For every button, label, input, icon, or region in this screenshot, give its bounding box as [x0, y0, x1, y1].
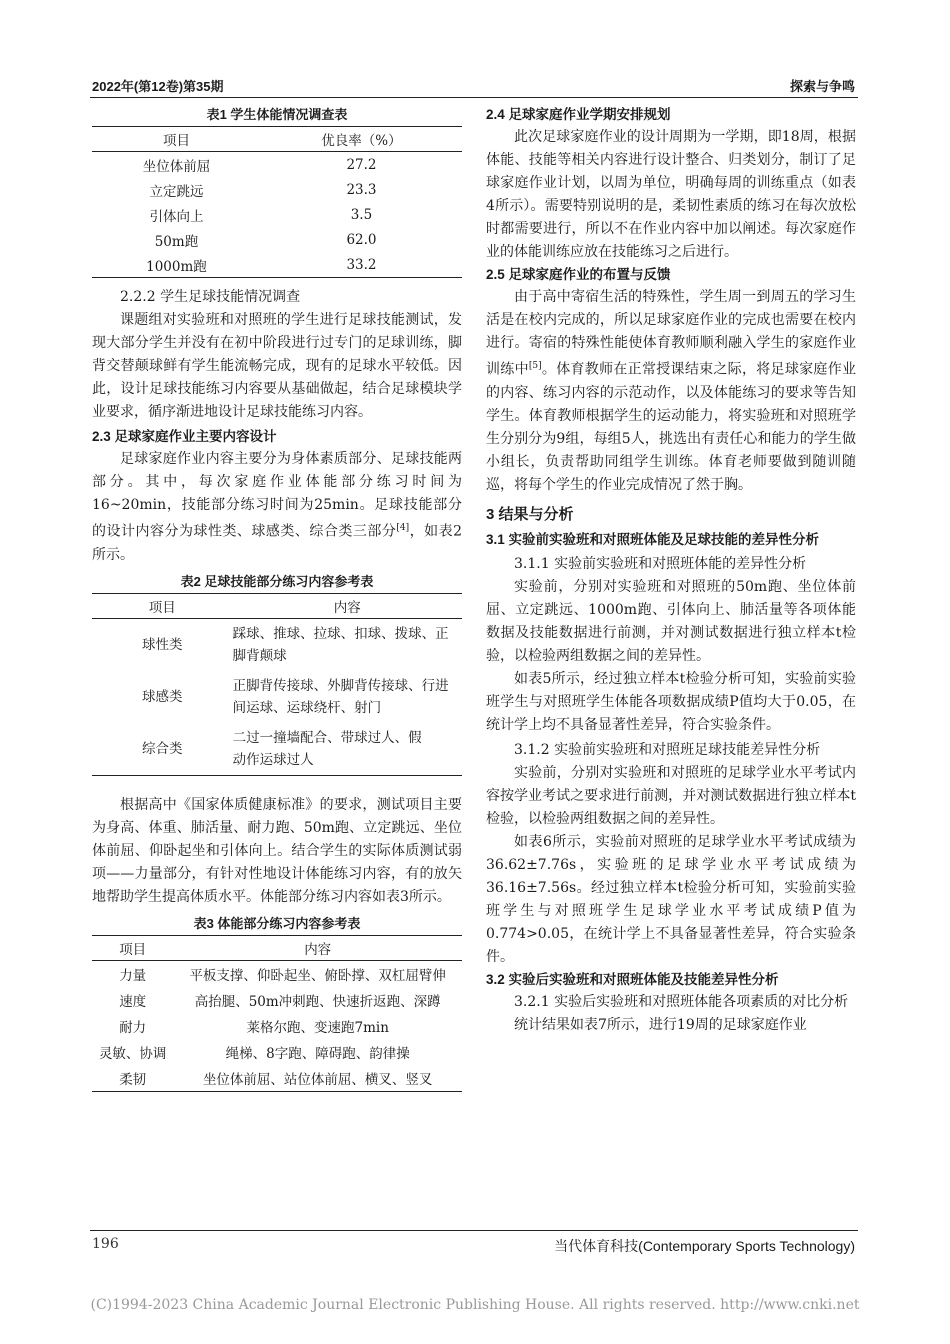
section-2-3-heading: 2.3 足球家庭作业主要内容设计 — [92, 429, 277, 444]
table2-cell: 二过一撞墙配合、带球过人、假动作运球过人 — [233, 723, 462, 776]
table2-cell: 踩球、推球、拉球、扣球、拨球、正脚背颠球 — [232, 625, 449, 664]
right-column — [486, 104, 856, 1037]
table-row — [92, 227, 462, 252]
table3-cell: 高抬腿、50m冲刺跑、快速折返跑、深蹲 — [194, 993, 441, 1010]
left-column — [92, 104, 462, 1092]
table-row — [92, 177, 462, 202]
table3-cell: 坐位体前屈、站位体前屈、横叉、竖叉 — [173, 1065, 462, 1092]
table1-cell: 1000m跑 — [92, 252, 261, 278]
table2-cell: 球性类 — [142, 636, 183, 653]
paragraph-text: 由于高中寄宿生活的特殊性，学生周一到周五的学习生活是在校内完成的，所以足球家庭作业的完成也需要在校内进行。寄宿的特殊性能使体育教师顺利融入学生的家庭作业训练中 — [486, 289, 856, 378]
paragraph: 实验前，分别对实验班和对照班的足球学业水平考试内容按学业考试之要求进行前测，并对测试数据进行独立样本t检验，以检验两组数据之间的差异性。 — [486, 764, 856, 827]
paragraph: 如表6所示，实验前对照班的足球学业水平考试成绩为36.62±7.76s，实验班的足球学业水平考试成绩为36.16±7.56s。经过独立样本t检验分析可知，实验前实验班学生与对照班学生足球学业水平考试成绩P值为0.774>0.05，在统计学上不具备显著性差异，符合实验条件。 — [486, 833, 856, 965]
table-row — [92, 987, 462, 1013]
table3-caption: 表3 体能部分练习内容参考表 — [193, 915, 361, 931]
paragraph-text: ，如表2所示。 — [92, 523, 462, 563]
subsection-3-1-2: 3.1.2 实验前实验班和对照班足球技能差异性分析 — [514, 741, 821, 758]
table1-cell: 立定跳远 — [149, 183, 204, 200]
paragraph — [92, 448, 462, 567]
copyright-notice: (C)1994-2023 China Academic Journal Electronic Publishing House. All rights reserved. http://www.cnki.net — [90, 1297, 860, 1313]
table3-cell: 力量 — [119, 967, 147, 984]
table1-cell: 23.3 — [346, 181, 377, 198]
table3-cell: 柔韧 — [92, 1065, 173, 1092]
paragraph: 如表5所示，经过独立样本t检验分析可知，实验前实验班学生与对照班学生体能各项数据成绩P值均大于0.05，在统计学上均不具备显著性差异，符合实验条件。 — [486, 670, 856, 733]
paragraph: 根据高中《国家体质健康标准》的要求，测试项目主要为身高、体重、肺活量、耐力跑、50m跑、立定跳远、坐位体前屈、仰卧起坐和引体向上。结合学生的实际体质测试弱项——力量部分，有针对性地设计体能练习内容，有的放矢地帮助学生提高体质水平。体能部分练习内容如表3所示。 — [92, 796, 462, 905]
table-row — [92, 618, 462, 671]
paragraph: 课题组对实验班和对照班的学生进行足球技能测试，发现大部分学生并没有在初中阶段进行过专门的足球训练，脚背交替颠球鲜有学生能流畅完成，现有的足球水平较低。因此，设计足球技能练习内容要从基础做起，结合足球模块学业要求，循序渐进地设计足球技能练习内容。 — [92, 312, 462, 420]
table1-cell: 引体向上 — [149, 208, 204, 225]
header-rule — [90, 97, 858, 98]
paragraph: 统计结果如表7所示，进行19周的足球家庭作业 — [514, 1016, 807, 1033]
paragraph: 实验前，分别对实验班和对照班的50m跑、坐位体前屈、立定跳远、1000m跑、引体向上、肺活量等各项体能数据及技能数据进行前测，并对测试数据进行独立样本t检验，以检验两组数据之间的差异性。 — [486, 578, 856, 664]
running-header-section: 探索与争鸣 — [789, 79, 855, 94]
subsection-2-2-2: 2.2.2 学生足球技能情况调查 — [120, 289, 301, 305]
table-row — [92, 1013, 462, 1039]
table-row — [92, 202, 462, 227]
table3-cell: 绳梯、8字跑、障碍跑、韵律操 — [225, 1045, 410, 1062]
table3-cell: 平板支撑、仰卧起坐、俯卧撑、双杠屈臂伸 — [189, 967, 446, 984]
table1-cell: 27.2 — [346, 156, 377, 173]
table-row — [92, 671, 462, 723]
table-row — [92, 1065, 462, 1092]
section-2-4-heading: 2.4 足球家庭作业学期安排规划 — [486, 107, 671, 122]
table2-cell: 球感类 — [142, 688, 183, 705]
table3-cell: 速度 — [119, 993, 147, 1010]
table3-cell: 灵敏、协调 — [98, 1045, 167, 1062]
section-2-5-heading: 2.5 足球家庭作业的布置与反馈 — [486, 267, 671, 282]
table1 — [92, 126, 462, 278]
table2-header-item: 项目 — [92, 593, 233, 618]
section-3-heading: 3 结果与分析 — [486, 505, 574, 523]
table2-header-content: 内容 — [233, 593, 462, 618]
table1-cell: 62.0 — [346, 231, 377, 248]
table1-cell: 33.2 — [261, 252, 462, 278]
running-header-issue: 2022年(第12卷)第35期 — [92, 79, 224, 94]
table-row — [92, 960, 462, 987]
table1-cell: 3.5 — [350, 206, 373, 223]
table-row — [92, 1039, 462, 1065]
table3-cell: 莱格尔跑、变速跑7min — [246, 1019, 389, 1036]
journal-name: 当代体育科技(Contemporary Sports Technology) — [554, 1238, 855, 1254]
section-3-1-heading: 3.1 实验前实验班和对照班体能及足球技能的差异性分析 — [486, 531, 820, 547]
paragraph — [486, 286, 856, 497]
table1-header-item: 项目 — [92, 127, 261, 152]
paragraph-text: 。体育教师在正常授课结束之际，将足球家庭作业的内容、练习内容的示范动作，以及体能练习的要求等告知学生。体育教师根据学生的运动能力，将实验班和对照班学生分别分为9组，每组5人，挑选出有责任心和能力的学生做小组长，负责帮助同组学生训练。体育老师要做到随训随巡，将每个学生的作业完成情况了然于胸。 — [486, 361, 857, 493]
table3-header-item: 项目 — [92, 935, 173, 960]
citation-ref: [5] — [528, 361, 542, 371]
table2-caption: 表2 足球技能部分练习内容参考表 — [180, 573, 374, 589]
table2-cell: 综合类 — [92, 723, 233, 776]
table3 — [92, 935, 462, 1092]
table1-caption: 表1 学生体能情况调查表 — [206, 107, 348, 122]
table-row — [92, 152, 462, 178]
citation-ref: [4] — [396, 523, 410, 533]
table2 — [92, 593, 462, 776]
section-3-2-heading: 3.2 实验后实验班和对照班体能及技能差异性分析 — [486, 971, 779, 987]
subsection-3-2-1: 3.2.1 实验后实验班和对照班体能各项素质的对比分析 — [514, 993, 849, 1010]
table3-header-content: 内容 — [173, 935, 462, 960]
page-number: 196 — [92, 1236, 119, 1252]
table-row — [92, 252, 462, 278]
table1-cell: 坐位体前屈 — [142, 158, 211, 175]
table1-cell: 50m跑 — [154, 233, 199, 250]
paragraph-text: 足球家庭作业内容主要分为身体素质部分、足球技能两部分。其中，每次家庭作业体能部分练习时间为16~20min，技能部分练习时间为25min。足球技能部分的设计内容分为球性类、球感类、综合类三部分 — [92, 451, 462, 540]
table3-cell: 耐力 — [119, 1019, 147, 1036]
table2-cell: 正脚背传接球、外脚背传接球、行进间运球、运球绕杆、射门 — [232, 677, 449, 716]
table1-header-rate: 优良率（%） — [261, 127, 462, 152]
table-row — [92, 723, 462, 776]
subsection-3-1-1: 3.1.1 实验前实验班和对照班体能的差异性分析 — [514, 555, 807, 572]
paragraph: 此次足球家庭作业的设计周期为一学期，即18周，根据体能、技能等相关内容进行设计整合、归类划分，制订了足球家庭作业计划，以周为单位，明确每周的训练重点（如表4所示）。需要特别说明的是，柔韧性素质的练习在每次放松时都需要进行，所以不在作业内容中加以阐述。每次家庭作业的体能训练应放在技能练习之后进行。 — [486, 129, 856, 260]
footer-rule — [90, 1230, 858, 1231]
